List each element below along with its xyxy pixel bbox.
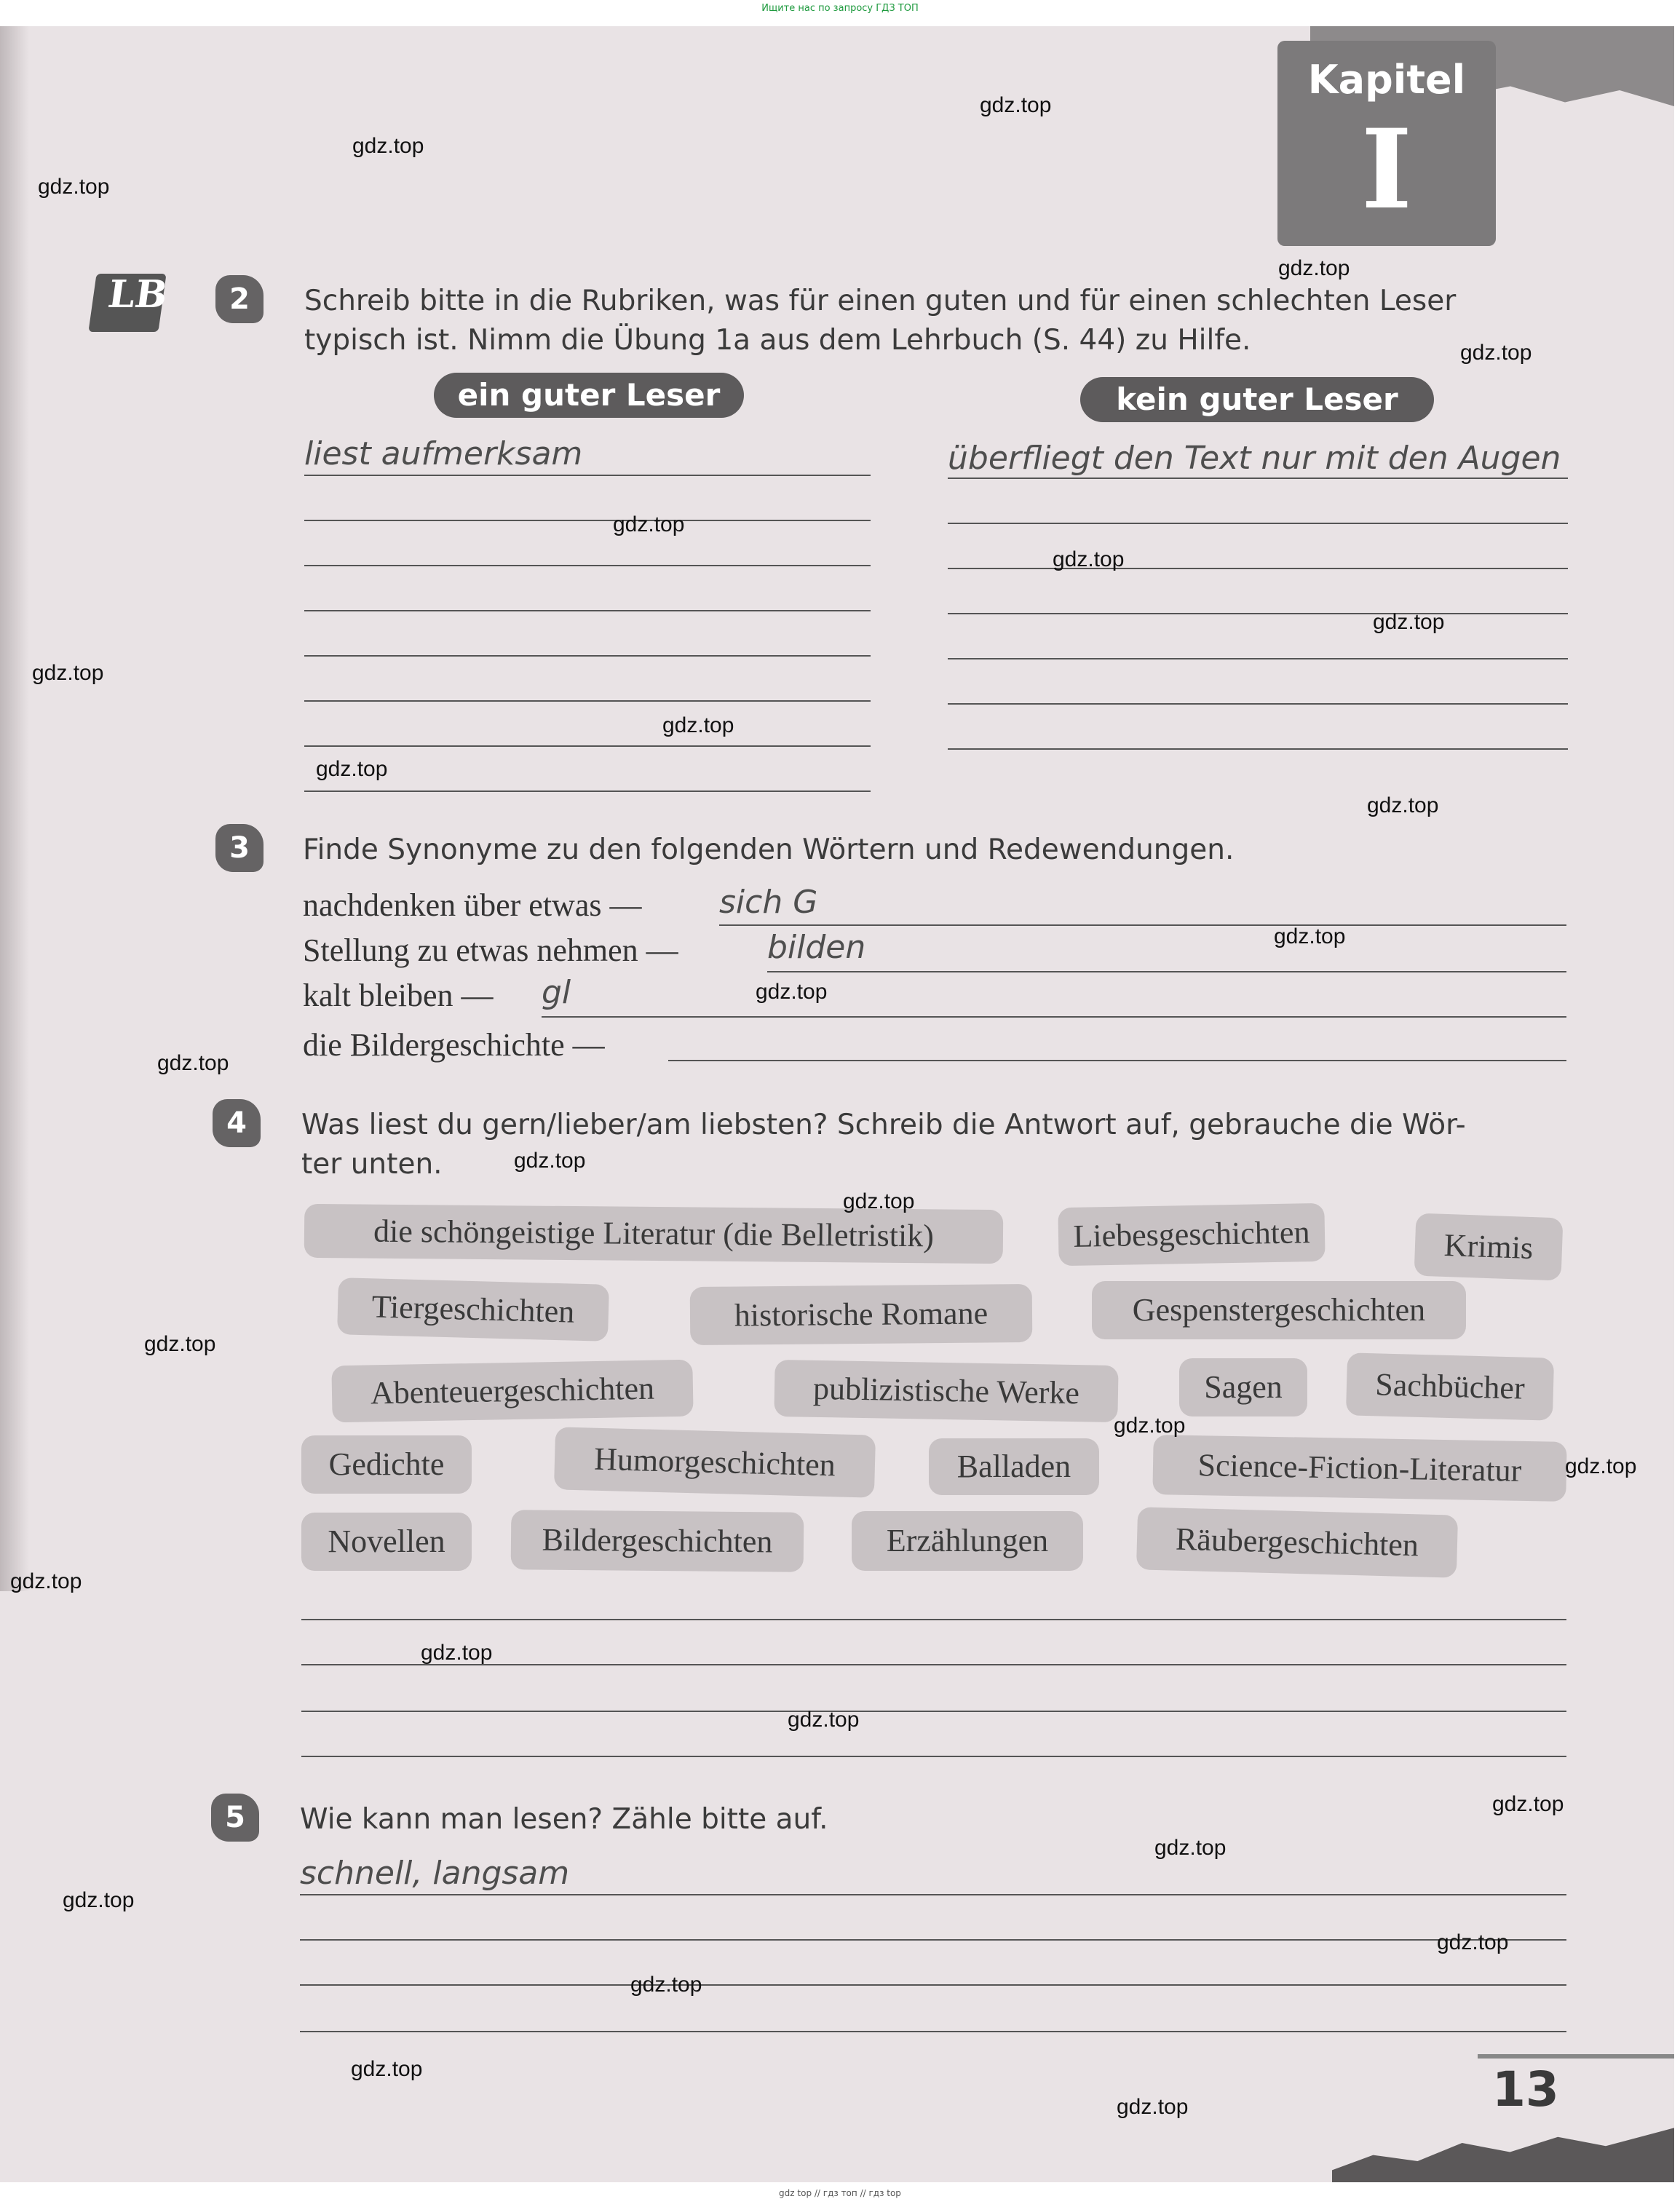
watermark: gdz.top [613,512,685,536]
page-number-rule [1478,2054,1674,2059]
word-tag: Erzählungen [852,1511,1083,1571]
word-tag: Humorgeschichten [554,1427,876,1497]
word-tag: Tiergeschichten [337,1277,609,1342]
watermark: gdz.top [32,661,104,685]
word-tag: historische Romane [690,1284,1033,1345]
word-tag: Gedichte [301,1435,472,1494]
watermark: gdz.top [756,980,828,1004]
answer-line[interactable] [304,610,871,611]
synonym-answer: gl [542,974,571,1011]
watermark: gdz.top [514,1149,586,1173]
word-tag: Novellen [301,1513,472,1571]
word-tag: publizistische Werke [774,1360,1118,1422]
synonym-answer: sich G [719,884,818,921]
exercise-4-instruction-line2: ter unten. [301,1148,443,1181]
answer-line[interactable] [301,1756,1566,1757]
word-tag: Sachbücher [1346,1352,1554,1420]
exercise-3-instruction: Finde Synonyme zu den folgenden Wörtern und Redewendungen. [303,833,1235,866]
word-tag: die schöngeistige Literatur (die Belletristik) [304,1204,1004,1264]
chapter-badge [1277,41,1496,246]
answer-line[interactable] [300,2031,1566,2032]
answer-good-reader: liest aufmerksam [304,435,583,472]
watermark: gdz.top [351,2057,423,2081]
synonym-answer: bilden [767,929,866,966]
exercise-number-3: 3 [215,824,264,872]
answer-line[interactable] [668,1060,1566,1061]
answer-line[interactable] [767,971,1566,972]
answer-line[interactable] [300,1894,1566,1895]
watermark: gdz.top [352,134,424,158]
watermark: gdz.top [1367,793,1439,817]
watermark: gdz.top [1437,1930,1509,1954]
watermark: gdz.top [1114,1414,1186,1438]
answer-reading-ways: schnell, langsam [300,1855,570,1892]
exercise-number-2: 2 [215,275,264,323]
watermark: gdz.top [1154,1836,1227,1860]
column-title-bad-reader: kein guter Leser [1080,377,1434,422]
exercise-5-instruction: Wie kann man lesen? Zähle bitte auf. [300,1803,828,1836]
word-tag: Abenteuergeschichten [331,1360,693,1423]
answer-line[interactable] [304,700,871,702]
watermark: gdz.top [1492,1792,1564,1816]
answer-line[interactable] [300,1984,1566,1986]
watermark: gdz.top [157,1051,229,1075]
answer-line[interactable] [304,655,871,657]
watermark: gdz.top [63,1888,135,1912]
watermark: gdz.top [1373,610,1445,634]
answer-line[interactable] [301,1619,1566,1620]
word-tag: Liebesgeschichten [1058,1203,1325,1266]
word-tag: Räubergeschichten [1136,1507,1458,1577]
watermark: gdz.top [1565,1454,1637,1478]
answer-line[interactable] [304,475,871,476]
lb-badge-text: LB [105,272,170,317]
watermark: gdz.top [788,1708,860,1732]
chapter-label: Kapitel [1307,57,1466,103]
answer-line[interactable] [948,478,1568,479]
answer-line[interactable] [948,523,1568,524]
synonym-prompt: nachdenken über etwas — [303,887,642,923]
watermark: gdz.top [980,93,1052,117]
synonym-prompt: kalt bleiben — [303,978,494,1013]
watermark: gdz.top [1117,2095,1189,2119]
column-title-good-reader: ein guter Leser [434,373,744,418]
watermark: gdz.top [1053,547,1125,571]
word-tag: Gespenstergeschichten [1092,1281,1466,1339]
answer-line[interactable] [304,565,871,566]
lehrbuch-icon [76,268,178,333]
answer-line[interactable] [542,1016,1566,1018]
page-spine-shadow [0,26,29,1591]
watermark: gdz.top [843,1189,915,1213]
answer-bad-reader: überfliegt den Text nur mit den Augen [948,440,1561,477]
word-tag: Krimis [1414,1213,1564,1281]
watermark: gdz.top [421,1641,493,1665]
answer-line[interactable] [948,613,1568,614]
answer-line[interactable] [719,924,1566,926]
exercise-2-instruction-line1: Schreib bitte in die Rubriken, was für einen guten und für einen schlechten Leser [304,285,1457,317]
watermark: gdz.top [10,1569,82,1593]
word-tag: Sagen [1179,1358,1307,1416]
synonym-prompt: die Bildergeschichte — [303,1027,605,1063]
exercise-number-5: 5 [211,1794,259,1842]
watermark: gdz.top [38,175,110,199]
answer-line[interactable] [304,520,871,521]
answer-line[interactable] [304,745,871,747]
exercise-number-4: 4 [213,1099,261,1147]
answer-line[interactable] [948,748,1568,750]
answer-line[interactable] [948,658,1568,659]
watermark: gdz.top [1460,341,1532,365]
watermark: gdz.top [316,757,388,781]
page-number: 13 [1492,2061,1559,2117]
synonym-prompt: Stellung zu etwas nehmen — [303,932,678,968]
watermark: gdz.top [144,1332,216,1356]
answer-line[interactable] [304,791,871,792]
watermark: gdz.top [1278,256,1350,280]
top-banner[interactable]: Ищите нас по запросу ГДЗ ТОП [761,3,919,14]
watermark: gdz.top [662,713,734,737]
answer-line[interactable] [948,568,1568,569]
word-tag: Bildergeschichten [511,1510,804,1572]
watermark: gdz.top [630,1973,702,1997]
exercise-2-instruction-line2: typisch ist. Nimm die Übung 1a aus dem Lehrbuch (S. 44) zu Hilfe. [304,324,1251,357]
watermark: gdz.top [1274,924,1346,948]
chapter-number: I [1360,106,1413,234]
word-tag: Balladen [929,1438,1099,1495]
exercise-4-instruction-line1: Was liest du gern/lieber/am liebsten? Schreib die Antwort auf, gebrauche die Wör- [301,1109,1466,1141]
answer-line[interactable] [301,1711,1566,1712]
answer-line[interactable] [300,1939,1566,1941]
bottom-banner[interactable]: gdz top // гдз топ // гдз top [779,2188,901,2198]
answer-line[interactable] [948,703,1568,705]
word-tag: Science-Fiction-Literatur [1152,1435,1566,1502]
